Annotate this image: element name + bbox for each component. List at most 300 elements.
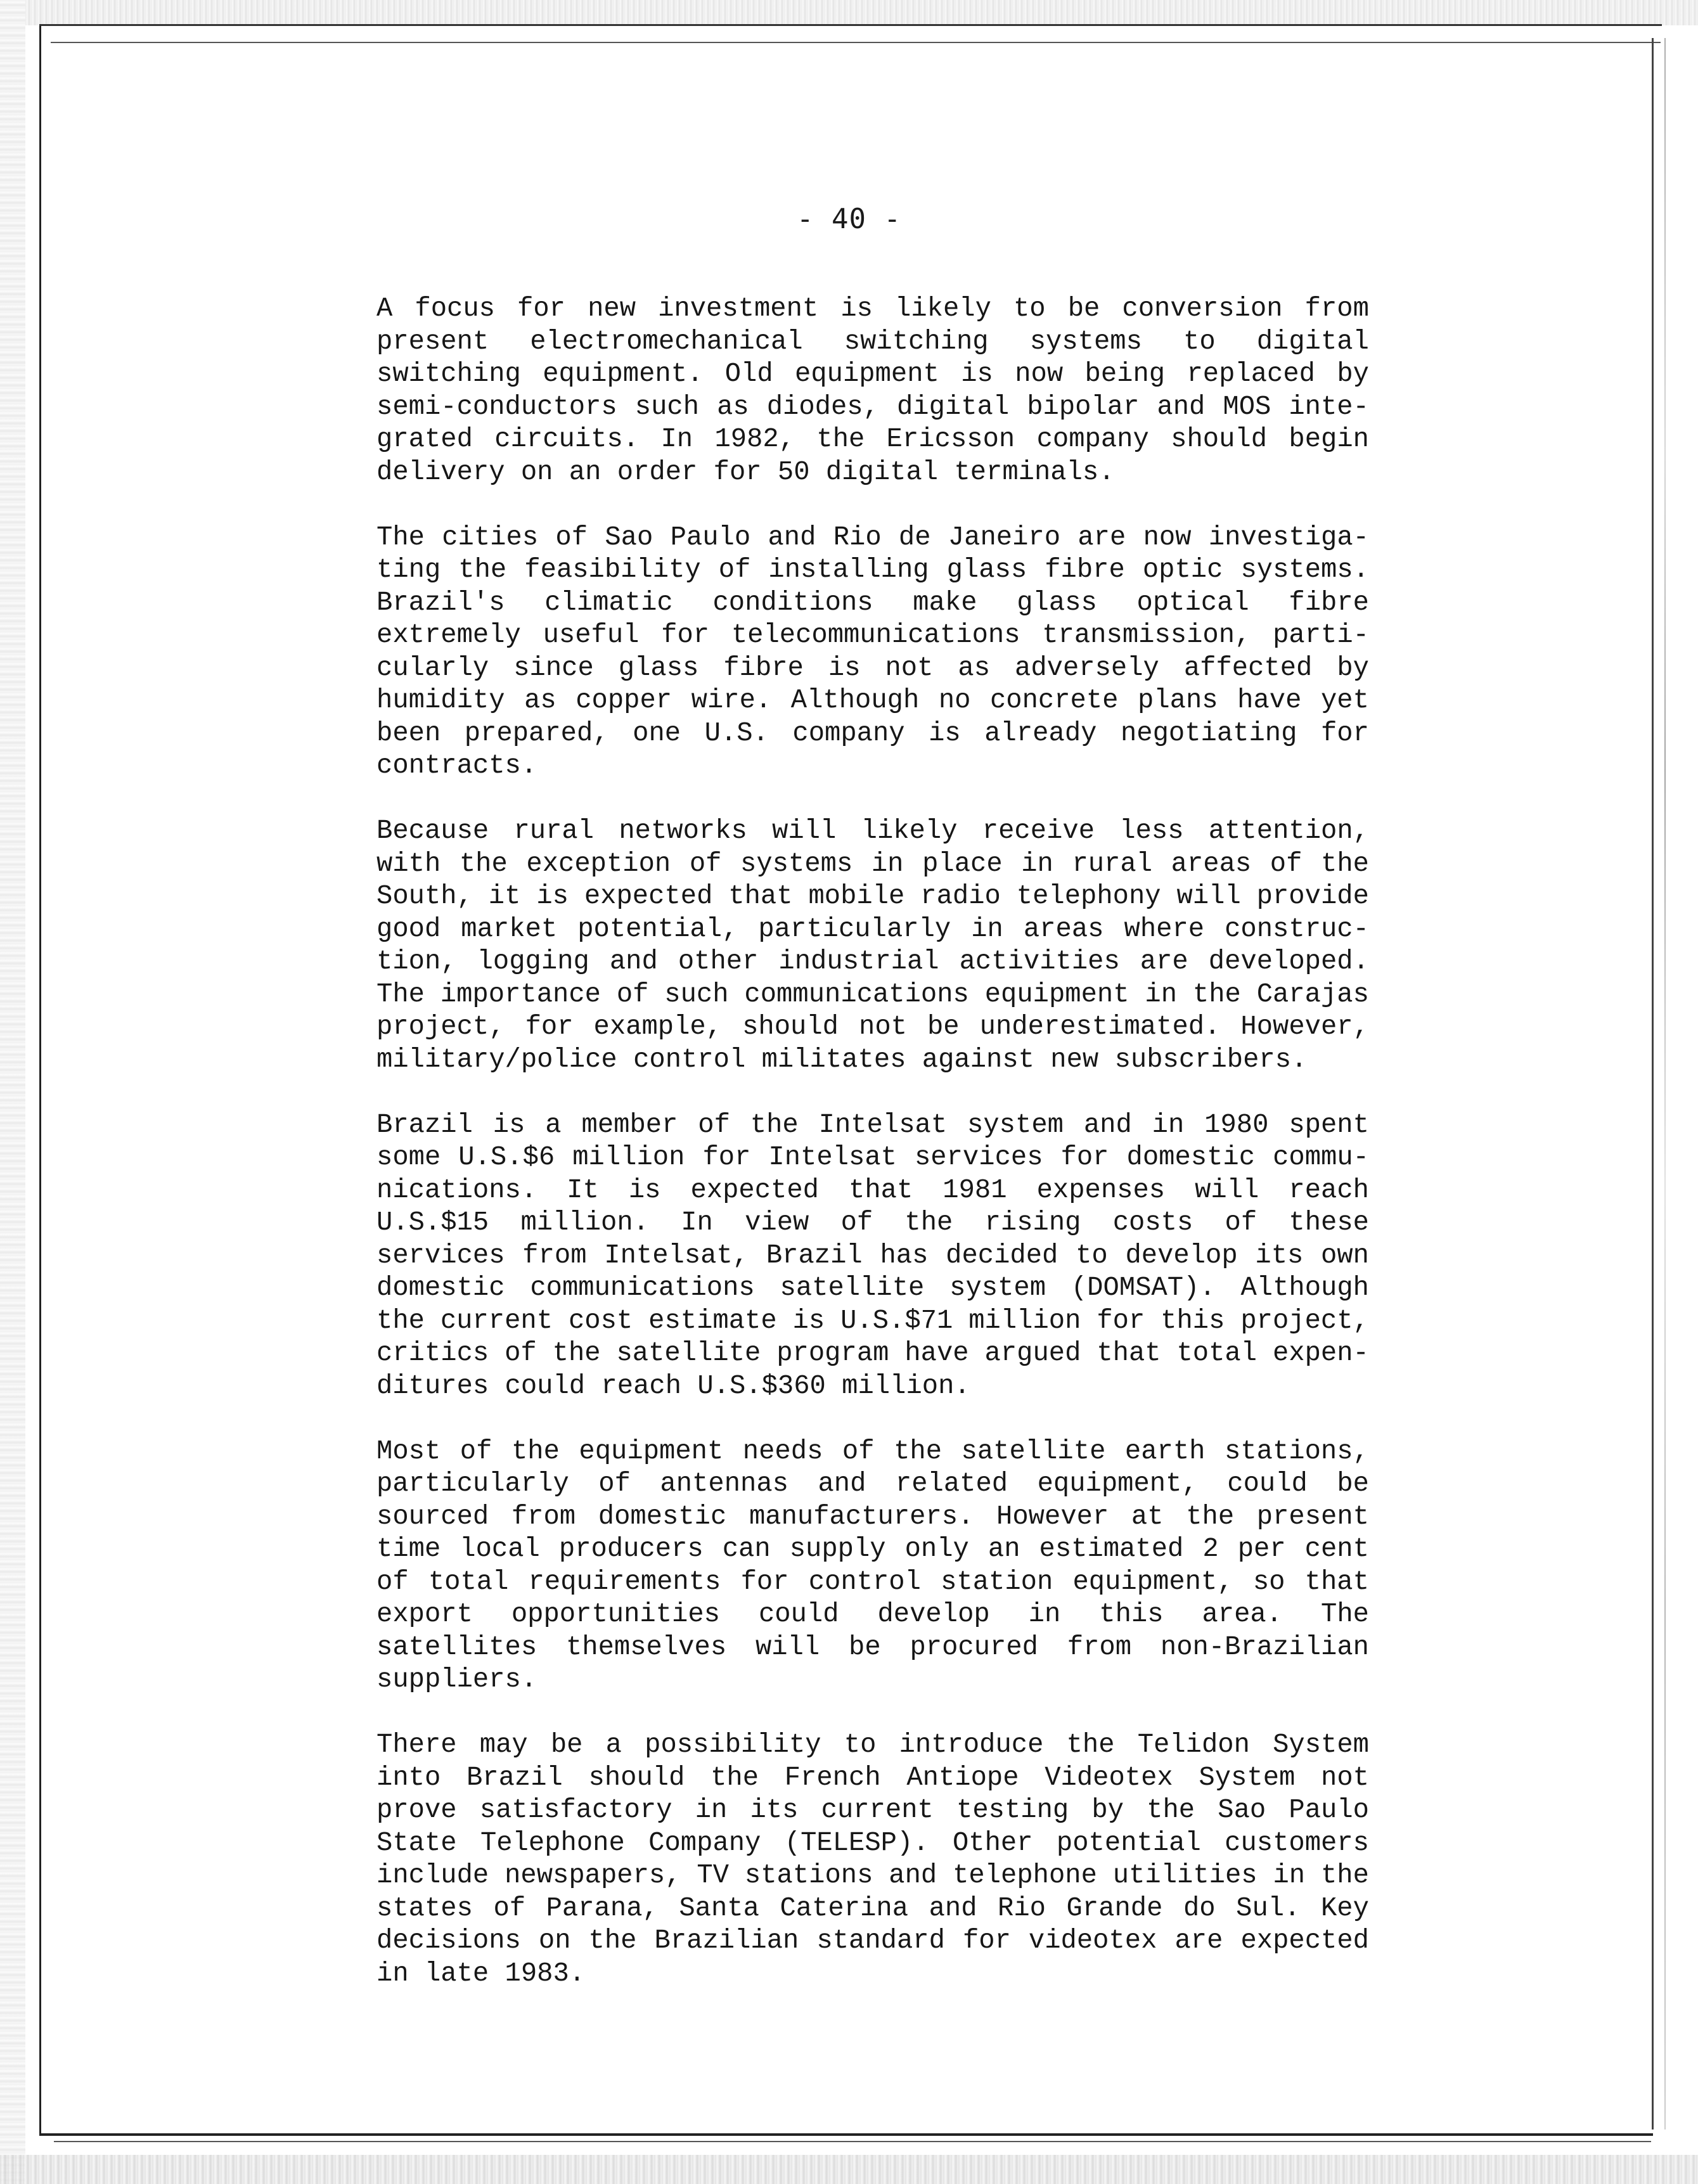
word: at <box>1131 1501 1164 1532</box>
word: the <box>894 1436 942 1467</box>
text-line <box>376 652 1369 685</box>
word: cities <box>442 522 539 553</box>
word: copper <box>576 685 672 716</box>
word: an <box>987 1534 1020 1564</box>
word: from <box>511 1501 576 1532</box>
word: Most <box>376 1436 441 1467</box>
word: South, <box>376 881 473 911</box>
word: standard <box>816 1925 945 1956</box>
text-line <box>376 1860 1369 1892</box>
word: likely <box>895 293 991 324</box>
word: expen- <box>1272 1338 1369 1368</box>
word: Brazil <box>466 1762 563 1793</box>
word: will <box>772 816 837 846</box>
word: telephony <box>1016 881 1161 911</box>
word: total <box>1176 1338 1257 1368</box>
word: per <box>1237 1534 1286 1564</box>
word: such <box>634 391 700 422</box>
word: 2 <box>1202 1534 1219 1564</box>
word: domestic <box>1126 1142 1256 1172</box>
text-line <box>376 979 1369 1012</box>
text-line <box>376 913 1369 946</box>
word: as <box>524 685 556 716</box>
word: customers <box>1225 1827 1369 1858</box>
word: stations <box>744 1860 873 1891</box>
word: the <box>459 848 508 879</box>
word: testing <box>956 1795 1069 1825</box>
word: new <box>588 293 636 324</box>
text-line <box>376 717 1369 750</box>
word: cularly <box>376 652 489 683</box>
word: its <box>750 1795 799 1825</box>
word: communications <box>744 979 969 1010</box>
scan-edge-top <box>25 0 1698 25</box>
text-line <box>376 326 1369 359</box>
word: are <box>1174 1925 1223 1956</box>
word: present <box>376 326 489 357</box>
word: the <box>458 555 507 585</box>
word: by <box>1337 652 1369 683</box>
word: estimated <box>1039 1534 1184 1564</box>
word: Key <box>1320 1892 1369 1924</box>
word: of <box>376 1566 409 1597</box>
word: de <box>898 522 931 553</box>
text-line <box>376 1794 1369 1827</box>
word: glass <box>1017 587 1097 618</box>
word: of <box>1270 848 1302 879</box>
word: construc- <box>1225 913 1369 944</box>
word: expected <box>584 881 713 911</box>
text-line <box>376 1207 1369 1240</box>
word: stations, <box>1225 1436 1369 1467</box>
page-number: - 40 - <box>797 203 901 235</box>
word: are <box>1077 522 1126 553</box>
word: for <box>1320 717 1369 748</box>
word: view <box>745 1207 809 1238</box>
word: inte- <box>1289 391 1369 422</box>
word: focus <box>415 293 495 324</box>
word: supply <box>789 1534 886 1564</box>
word: 1981 <box>942 1174 1007 1205</box>
word: attention, <box>1208 816 1369 846</box>
text-line <box>376 1598 1369 1631</box>
text-line <box>376 1533 1369 1566</box>
word: the <box>750 1109 799 1140</box>
word: only <box>904 1534 969 1564</box>
word: TV <box>697 1860 730 1891</box>
word: digital <box>896 391 1010 422</box>
paragraph <box>376 815 1369 1076</box>
word: and <box>1157 391 1206 422</box>
word: U.S.$71 <box>840 1305 953 1336</box>
word: some <box>376 1142 441 1172</box>
word: the <box>711 1762 759 1793</box>
word: in <box>695 1795 728 1825</box>
word: area. <box>1202 1599 1283 1629</box>
word: equipment <box>984 979 1129 1010</box>
word: System <box>1199 1762 1296 1793</box>
word: (TELESP). <box>784 1827 929 1858</box>
word: since <box>513 652 594 683</box>
word: particularly <box>376 1468 569 1499</box>
word: states <box>376 1892 473 1924</box>
word: of <box>598 1468 631 1499</box>
word: equipment <box>579 1436 724 1467</box>
word: is <box>840 293 873 324</box>
word: receive <box>982 816 1095 846</box>
word: as <box>717 391 749 422</box>
word: communications <box>530 1273 755 1303</box>
word: example, <box>593 1012 723 1042</box>
text-line <box>376 391 1369 424</box>
text-line <box>376 587 1369 620</box>
word: local <box>460 1534 540 1564</box>
word: critics <box>376 1338 489 1368</box>
word: now <box>1143 522 1192 553</box>
word: good <box>376 913 441 944</box>
word: themselves <box>565 1631 727 1662</box>
word: project, <box>1240 1305 1369 1336</box>
word: control <box>808 1566 921 1597</box>
word: networks <box>619 816 747 846</box>
word: satellite <box>616 1338 761 1368</box>
word: of <box>555 522 588 553</box>
word: of <box>689 848 722 879</box>
word: circuits. <box>494 424 640 454</box>
text-line <box>376 880 1369 913</box>
word: extremely <box>376 620 521 650</box>
word: own <box>1321 1240 1369 1271</box>
word: 1980 <box>1204 1109 1269 1140</box>
word: that <box>1097 1338 1161 1368</box>
word: been <box>376 717 441 748</box>
word: Company <box>648 1827 761 1858</box>
word: on <box>538 1925 571 1956</box>
word: less <box>1119 816 1184 846</box>
word: ting <box>376 555 441 585</box>
word: spent <box>1289 1109 1369 1140</box>
text-line <box>376 1925 1369 1958</box>
word: may <box>479 1730 528 1760</box>
word: of <box>493 1892 526 1924</box>
word: and <box>609 946 658 977</box>
word: needs <box>742 1436 823 1467</box>
word: million. <box>520 1207 649 1238</box>
text-line <box>376 1468 1369 1501</box>
word: for <box>1097 1305 1145 1336</box>
word: replaced <box>1187 359 1315 389</box>
word: for <box>661 620 710 650</box>
word: should <box>742 1012 839 1042</box>
word: for <box>517 293 565 324</box>
word: is <box>792 1305 825 1336</box>
word: glass <box>946 555 1027 585</box>
word: so <box>1252 1566 1285 1597</box>
text-line <box>376 1337 1369 1370</box>
word: domestic <box>376 1273 505 1303</box>
word: Intelsat, <box>604 1240 749 1271</box>
word: this <box>1099 1599 1164 1629</box>
word: can <box>722 1534 771 1564</box>
text-line <box>376 1240 1369 1273</box>
word: reach <box>1289 1174 1369 1205</box>
word: in <box>971 913 1003 944</box>
word: not <box>859 1012 907 1042</box>
word: by <box>1091 1795 1124 1825</box>
word: and <box>1083 1109 1132 1140</box>
scan-edge-left <box>0 0 25 2184</box>
word: underestimated. <box>979 1012 1221 1042</box>
word: radio <box>920 881 1001 911</box>
word: conversion <box>1122 293 1283 324</box>
page-frame-bottom <box>39 2133 1653 2136</box>
word: will <box>755 1631 820 1662</box>
word: negotiating <box>1120 717 1297 748</box>
word: the <box>1321 848 1369 879</box>
word: such <box>664 979 729 1010</box>
page-frame-right-marks <box>1664 38 1666 2129</box>
paragraph <box>376 1109 1369 1403</box>
page-frame-top <box>39 24 1662 26</box>
word: that <box>849 1174 913 1205</box>
word: and <box>929 1892 977 1924</box>
word: be <box>1067 293 1100 324</box>
word: rising <box>984 1207 1081 1238</box>
body-text <box>376 293 1369 2023</box>
word: conditions <box>712 587 873 618</box>
word: the <box>1147 1795 1195 1825</box>
word: expected <box>1240 1925 1369 1956</box>
text-line <box>376 1305 1369 1338</box>
word: services <box>914 1142 1043 1172</box>
page-frame-right <box>1652 38 1654 2129</box>
text-line <box>376 1892 1369 1925</box>
word: satellites <box>376 1631 537 1662</box>
word: optical <box>1136 587 1249 618</box>
word: producers <box>558 1534 704 1564</box>
word: areas <box>1171 848 1252 879</box>
word: potential <box>1056 1827 1201 1858</box>
text-line <box>376 815 1369 848</box>
word: into <box>376 1762 441 1793</box>
word: begin <box>1289 424 1369 454</box>
word: other <box>678 946 759 977</box>
word: as <box>958 652 991 683</box>
word: requirements <box>528 1566 721 1597</box>
word: The <box>1321 1599 1369 1629</box>
text-line <box>376 358 1369 391</box>
word: introduce <box>899 1730 1044 1760</box>
word: mobile <box>808 881 905 911</box>
word: feasibility <box>524 555 701 585</box>
word: expected <box>690 1174 819 1205</box>
word: cost <box>568 1305 633 1336</box>
word: earth <box>1124 1436 1206 1467</box>
word: useful <box>543 620 640 650</box>
word: Santa <box>679 1892 759 1924</box>
word: make <box>913 587 977 618</box>
word: in <box>871 848 904 879</box>
word: is <box>628 1174 661 1205</box>
word: of <box>505 1338 537 1368</box>
word: of <box>842 1436 875 1467</box>
word: Antiope <box>906 1762 1019 1793</box>
word: Videotex <box>1045 1762 1173 1793</box>
word: and <box>889 1860 937 1891</box>
word: In <box>660 424 693 454</box>
word: Brazil <box>766 1240 863 1271</box>
word: humidity <box>376 685 505 716</box>
word: Telidon <box>1137 1730 1250 1760</box>
word: current <box>821 1795 934 1825</box>
text-line: ditures could reach U.S.$360 million. <box>376 1370 970 1401</box>
paragraph <box>376 1436 1369 1697</box>
text-line <box>376 1141 1369 1174</box>
word: provide <box>1256 881 1369 911</box>
word: Telephone <box>480 1827 625 1858</box>
word: system <box>949 1273 1046 1303</box>
word: commu- <box>1273 1142 1369 1172</box>
word: satisfactory <box>479 1795 672 1825</box>
word: MOS <box>1223 391 1271 422</box>
word: by <box>1337 359 1369 389</box>
word: in <box>1152 1109 1185 1140</box>
word: for <box>1060 1142 1109 1172</box>
word: decided <box>946 1240 1058 1271</box>
word: do <box>1183 1892 1216 1924</box>
word: include <box>376 1860 489 1891</box>
word: However, <box>1240 1012 1369 1042</box>
word: systems <box>1029 326 1142 357</box>
word: equipment. <box>543 359 704 389</box>
word: not <box>885 652 934 683</box>
word: nications. <box>376 1174 537 1205</box>
word: company <box>792 717 905 748</box>
word: being <box>1084 359 1166 389</box>
word: Parana, <box>546 1892 659 1924</box>
word: develop <box>1125 1240 1238 1271</box>
word: particularly <box>758 913 951 944</box>
word: has <box>880 1240 929 1271</box>
text-line: in late 1983. <box>376 1958 586 1989</box>
word: systems <box>740 848 853 879</box>
word: Paulo <box>670 522 751 553</box>
word: sourced <box>376 1501 489 1532</box>
word: project, <box>376 1012 505 1042</box>
word: Rio <box>833 522 882 553</box>
text-line <box>376 293 1369 326</box>
word: not <box>1321 1762 1369 1793</box>
text-line <box>376 1436 1369 1468</box>
word: System <box>1273 1730 1369 1760</box>
word: optic <box>1142 555 1223 585</box>
word: from <box>1304 293 1369 324</box>
word: services <box>376 1240 505 1271</box>
word: should <box>1171 424 1268 454</box>
word: newspapers, <box>505 1860 681 1891</box>
word: rural <box>1072 848 1153 879</box>
word: likely <box>861 816 958 846</box>
word: yet <box>1320 685 1369 716</box>
word: industrial <box>778 946 939 977</box>
word: now <box>1015 359 1064 389</box>
word: switching <box>844 326 989 357</box>
word: estimate <box>648 1305 777 1336</box>
text-line <box>376 848 1369 881</box>
text-line: contracts. <box>376 750 537 781</box>
word: costs <box>1112 1207 1193 1238</box>
word: the <box>1066 1730 1115 1760</box>
word: rural <box>513 816 595 846</box>
word: the <box>1320 1860 1369 1891</box>
word: Janeiro <box>948 522 1061 553</box>
word: electromechanical <box>530 326 803 357</box>
text-line <box>376 554 1369 587</box>
word: are <box>1140 946 1188 977</box>
paragraph <box>376 522 1369 783</box>
word: be <box>1337 1468 1369 1499</box>
scan-edge-bottom <box>0 2155 1698 2184</box>
word: plans <box>1138 685 1218 716</box>
word: potential, <box>577 913 738 944</box>
text-line <box>376 684 1369 717</box>
word: argued <box>984 1338 1081 1368</box>
word: utilities <box>1112 1860 1257 1891</box>
word: for <box>702 1142 751 1172</box>
word: market <box>461 913 558 944</box>
word: a <box>545 1109 562 1140</box>
word: develop <box>877 1599 990 1629</box>
word: Sul. <box>1236 1892 1301 1924</box>
word: and <box>818 1468 866 1499</box>
word: is <box>536 881 569 911</box>
word: The <box>376 522 425 553</box>
text-line <box>376 1827 1369 1860</box>
word: Other <box>952 1827 1033 1858</box>
word: time <box>376 1534 441 1564</box>
word: cent <box>1304 1534 1369 1564</box>
word: bipolar <box>1027 391 1140 422</box>
word: decisions <box>376 1925 521 1956</box>
text-line <box>376 1501 1369 1534</box>
word: areas <box>1023 913 1104 944</box>
word: related <box>895 1468 1008 1499</box>
word: transmission, <box>1042 620 1251 650</box>
word: expenses <box>1036 1174 1166 1205</box>
word: to <box>1183 326 1216 357</box>
word: is <box>492 1109 525 1140</box>
word: and <box>768 522 816 553</box>
word: 1982, <box>714 424 795 454</box>
word: U.S.$6 <box>458 1142 555 1172</box>
word: tion, <box>376 946 457 977</box>
word: fibre <box>1045 555 1125 585</box>
word: Ericsson <box>886 424 1015 454</box>
word: In <box>681 1207 713 1238</box>
text-line <box>376 946 1369 979</box>
word: no <box>938 685 971 716</box>
word: prove <box>376 1795 457 1825</box>
word: telephone <box>953 1860 1097 1891</box>
word: export <box>376 1599 473 1629</box>
word: station <box>941 1566 1053 1597</box>
word: climatic <box>544 587 673 618</box>
word: Old <box>724 359 773 389</box>
word: of <box>698 1109 730 1140</box>
word: possibility <box>645 1730 821 1760</box>
word: French <box>784 1762 881 1793</box>
word: the <box>816 424 865 454</box>
